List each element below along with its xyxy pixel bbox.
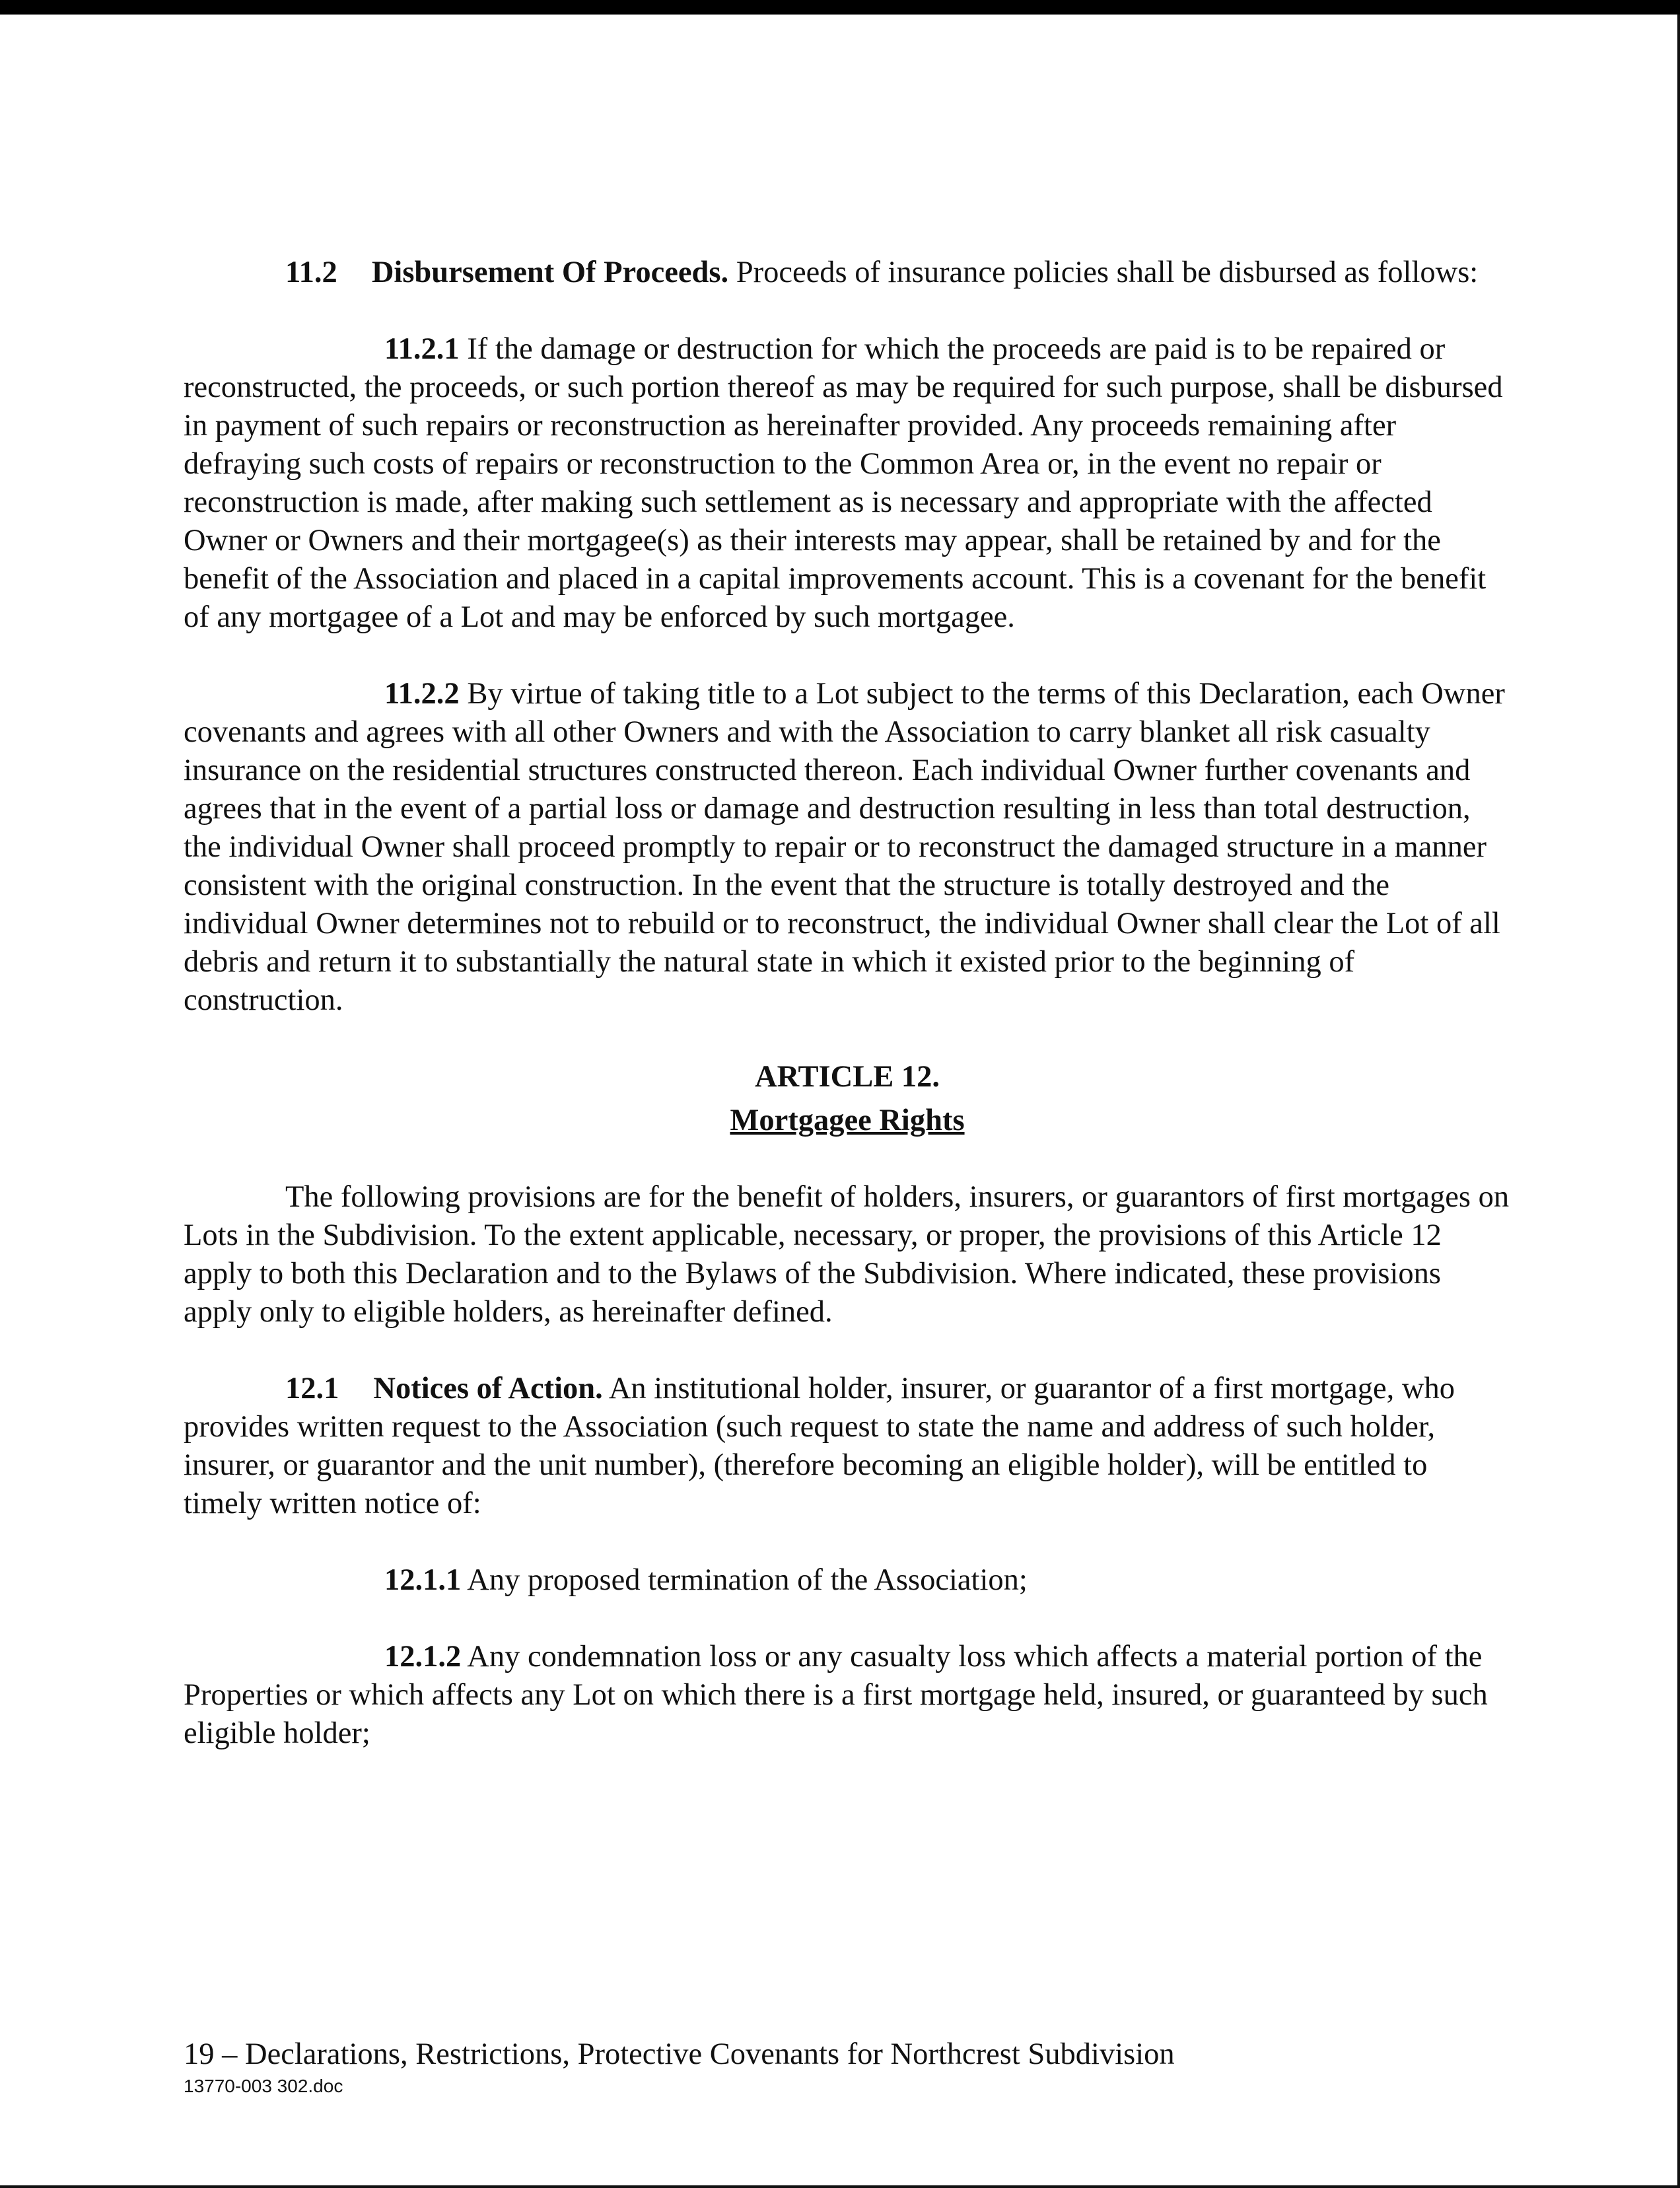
article-title: Mortgagee Rights <box>730 1104 965 1137</box>
scan-bottom-border <box>0 2185 1680 2188</box>
footer-page-title: 19 – Declarations, Restrictions, Protective Covenants for Northcrest Subdivision <box>184 2037 1175 2071</box>
section-11-2-1 <box>184 330 1511 637</box>
scan-right-border <box>1677 15 1680 2188</box>
footer-file-name: 13770-003 302.doc <box>184 2076 343 2096</box>
article-intro: The following provisions are for the benefit of holders, insurers, or guarantors of first mortgages on Lots in the Subdivision. To the extent applicable, necessary, or proper, the provisions of this Article 12 apply to both this Declaration and to the Bylaws of the Subdivision. Where indicated, these provisions apply only to eligible holders, as hereinafter defined. <box>184 1180 1510 1329</box>
article-label: ARTICLE 12. <box>755 1060 940 1094</box>
section-text: Any proposed termination of the Association; <box>461 1563 1028 1597</box>
section-number: 12.1.1 <box>384 1563 462 1597</box>
section-number: 12.1.2 <box>384 1640 462 1674</box>
scan-top-border <box>0 0 1680 15</box>
section-text: By virtue of taking title to a Lot subject to the terms of this Declaration, each Owner covenants and agrees with all other Owners and with the Association to carry blanket all risk casualty insurance on the residential structures constructed thereon. Each individual Owner further covenants and agrees that in the event of a partial loss or damage and destruction resulting in less than total destruction, the individual Owner shall proceed promptly to repair or to reconstruct the damaged structure in a manner consistent with the original construction. In the event that the structure is totally destroyed and the individual Owner determines not to rebuild or to reconstruct, the individual Owner shall clear the Lot of all debris and return it to substantially the natural state in which it existed prior to the beginning of construction. <box>184 677 1505 1017</box>
section-number: 12.1 <box>285 1372 339 1405</box>
section-12-1 <box>184 1370 1511 1523</box>
section-12-1-2 <box>184 1638 1511 1753</box>
section-number: 11.2.2 <box>384 677 460 711</box>
section-text: Proceeds of insurance policies shall be disbursed as follows: <box>728 256 1479 289</box>
section-11-2 <box>184 254 1511 292</box>
section-heading: Disbursement Of Proceeds. <box>371 256 729 289</box>
page-footer <box>184 2035 1511 2098</box>
section-number: 11.2.1 <box>384 332 460 366</box>
section-text: If the damage or destruction for which the proceeds are paid is to be repaired or reconstructed, the proceeds, or such portion thereof as may be required for such purpose, shall be disbursed in payment of such repairs or reconstruction as hereinafter provided. Any proceeds remaining after defraying such costs of repairs or reconstruction to the Common Area or, in the event no repair or reconstruction is made, after making such settlement as is necessary and appropriate with the affected Owner or Owners and their mortgagee(s) as their interests may appear, shall be retained by and for the benefit of the Association and placed in a capital improvements account. This is a covenant for the benefit of any mortgagee of a Lot and may be enforced by such mortgagee. <box>184 332 1503 634</box>
document-body <box>184 254 1511 1791</box>
section-text: Any condemnation loss or any casualty loss which affects a material portion of the Properties or which affects any Lot on which there is a first mortgage held, insured, or guaranteed by such eligible holder; <box>184 1640 1488 1750</box>
section-11-2-2 <box>184 675 1511 1020</box>
section-heading: Notices of Action. <box>373 1372 603 1405</box>
section-12-1-1 <box>184 1561 1511 1600</box>
section-text: An institutional holder, insurer, or guarantor of a first mortgage, who provides written request to the Association (such request to state the name and address of such holder, insurer, or guarantor and the unit number), (therefore becoming an eligible holder), will be entitled to timely written notice of: <box>184 1372 1455 1520</box>
section-number: 11.2 <box>285 256 337 289</box>
